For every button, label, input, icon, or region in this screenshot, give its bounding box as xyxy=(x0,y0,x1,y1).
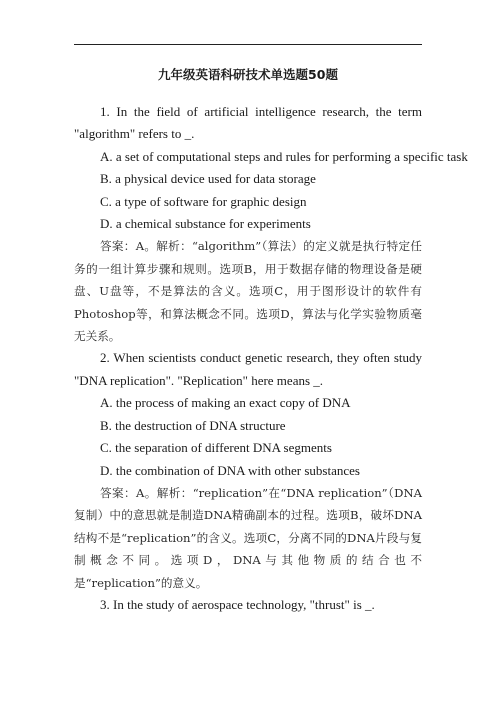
answer-explanation: 答案：A。解析：“algorithm”（算法）的定义就是执行特定任务的一组计算步骤和规则。选项B，用于数据存储的物理设备是硬盘、U盘等，不是算法的含义。选项C，用于图形设计的软件有 Photoshop等，和算法概念不同。选项D，算法与化学实验物质毫无关系。 xyxy=(74,239,422,344)
document-title: 九年级英语科研技术单选题50题 xyxy=(158,67,338,82)
question-stem: 2. When scientists conduct genetic research, they often study "DNA replication". "Replication" here means _. xyxy=(74,350,422,388)
question-block xyxy=(74,101,468,347)
document-body xyxy=(74,101,468,616)
question-block xyxy=(74,347,422,593)
question-stem: 3. In the study of aerospace technology, "thrust" is _. xyxy=(100,596,375,612)
option-b: B. a physical device used for data storage xyxy=(100,171,316,187)
option-d: D. the combination of DNA with other substances xyxy=(100,462,360,478)
option-a: A. a set of computational steps and rules for performing a specific task xyxy=(100,148,468,164)
question-stem: 1. In the field of artificial intelligence research, the term "algorithm" refers to _. xyxy=(74,104,422,142)
option-c: C. a type of software for graphic design xyxy=(100,193,307,209)
option-a: A. the process of making an exact copy of DNA xyxy=(100,395,351,411)
option-c: C. the separation of different DNA segments xyxy=(100,440,332,456)
option-d: D. a chemical substance for experiments xyxy=(100,216,311,232)
question-block xyxy=(74,594,422,616)
option-b: B. the destruction of DNA structure xyxy=(100,417,286,433)
answer-explanation: 答案：A。解析：“replication”在“DNA replication”（DNA 复制）中的意思就是制造DNA精确副本的过程。选项B，破坏DNA结构不是“replication”的含义。选项C，分离不同的DNA片段与复制概念不同。选项D，DNA与其他物质的结合也不是“replication”的意义。 xyxy=(74,485,422,590)
header-rule xyxy=(74,44,422,45)
